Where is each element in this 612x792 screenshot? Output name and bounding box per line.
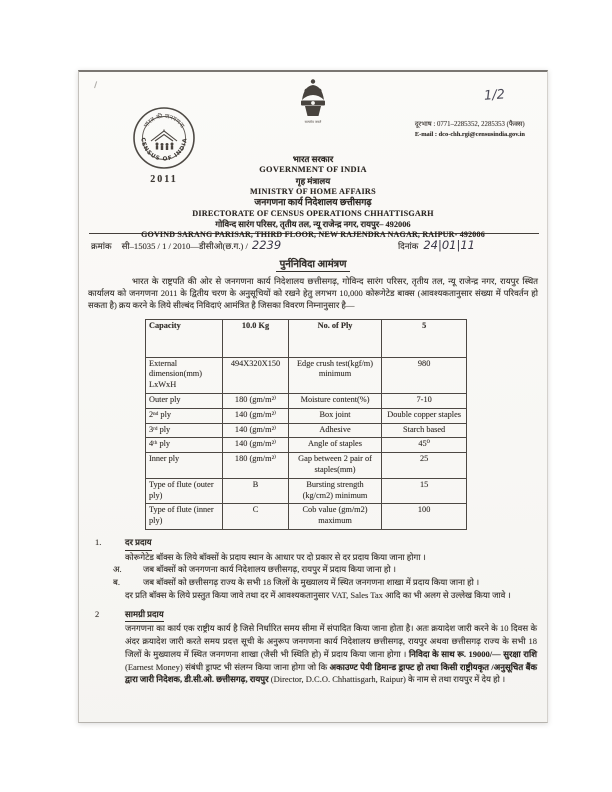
scanned-letter-page — [78, 70, 548, 723]
emblem-motto: सत्यमेव जयते — [304, 120, 322, 124]
reference-number-printed: सी–15035 / 1 / 2010—डीसीओ(छ.ग.) / — [121, 241, 248, 251]
letterhead-line-govt-hindi: भारत सरकार — [292, 154, 334, 164]
section-paragraph — [125, 622, 537, 686]
paragraph-segment: जनगणना का कार्य एक राष्ट्रीय कार्य है जिसे निर्धारित समय सीमा में संपादित किया जाना होता है। अतः क्रयादेश जारी करने के 10 दिवस के अंदर क्रयादेश जारी करते समय प्रदत्त सूची के अनुरूप जनगणना कार्य निदेशालय छत्तीसगढ़, रायपुर अथवा छत्तीसगढ़ राज्य के सभी 18 जिलों के मुख्यालय में स्थित जनगणना शाखा (जैसी भी स्थिति हो) में प्रदाय किया जाना होगा । — [125, 623, 537, 659]
letterhead-line-govt-english: GOVERNMENT OF INDIA — [259, 165, 367, 174]
table-cell: 100 — [382, 504, 467, 530]
table-cell: 980 — [382, 357, 467, 393]
list-item-label: ब. — [113, 577, 120, 588]
list-item-text: जब बॉक्सों को जनगणना कार्य निदेशालय छत्तीसगढ़, रायपुर में प्रदाय किया जाना हो । — [143, 564, 396, 575]
letterhead — [79, 72, 547, 240]
handwritten-page-number: 1/2 — [483, 87, 506, 104]
table-cell: External dimension(mm) LxWxH — [146, 357, 223, 393]
paragraph-segment-bold: अकाउण्ट पेयी डिमान्ड ड्राफ्ट हो तथा किसी राष्ट्रीयकृत /अनुसूचित बैंक द्वारा जारी निदेशक, डी.सी.ओ. छत्तीसगढ़, रायपुर — [125, 661, 537, 685]
table-cell: Angle of staples — [288, 438, 382, 453]
section-paragraph: कोरूगेटेड बॉक्स के लिये बॉक्सों के प्रदाय स्थान के आधार पर दो प्रकार से दर प्रदाय किया जाना होगा । — [125, 551, 426, 562]
section-tail-paragraph: दर प्रति बॉक्स के लिये प्रस्तुत किया जावे तथा दर में आवश्यकतानुसार VAT, Sales Tax आदि का भी अलग से उल्लेख किया जावे । — [125, 589, 511, 600]
letterhead-line-address-english: GOVIND SARANG PARISAR, THIRD FLOOR, NEW RAJENDRA NAGAR, RAIPUR- 492006 — [141, 230, 485, 240]
table-cell: 140 (gm/m²⁾ — [223, 438, 288, 453]
date-label: दिनांक — [397, 241, 419, 251]
table-cell: 4ᵗʰ ply — [146, 438, 223, 453]
table-cell: Double copper staples — [382, 408, 467, 423]
table-cell: 15 — [382, 478, 467, 504]
table-cell: Gap between 2 pair of staples(mm) — [288, 453, 382, 479]
list-item-text: जब बॉक्सों को छत्तीसगढ़ राज्य के सभी 18 जिलों के मुख्यालय में स्थित जनगणना शाखा में प्रदाय किया जाना हो । — [143, 577, 480, 588]
table-row — [146, 319, 467, 357]
census-logo-seal-icon — [131, 105, 197, 171]
table-cell: Starch based — [382, 423, 467, 438]
letterhead-line-directorate-english: DIRECTORATE OF CENSUS OPERATIONS CHHATTISGARH — [192, 209, 434, 219]
paragraph-segment: (Earnest Money) संबंधी ड्राफ्ट भी संलग्न किया जाना होगा जो कि — [125, 661, 330, 672]
svg-text:CENSUS OF INDIA: CENSUS OF INDIA — [139, 137, 189, 163]
table-row — [146, 357, 467, 393]
table-cell: 140 (gm/m²⁾ — [223, 423, 288, 438]
table-cell: 45⁰ — [382, 438, 467, 453]
table-cell: Moisture content(%) — [288, 394, 382, 409]
letterhead-line-ministry-english: MINISTRY OF HOME AFFAIRS — [249, 186, 376, 196]
section-rate-supply — [95, 536, 537, 602]
section-heading: दर प्रदाय — [125, 536, 152, 551]
table-cell: Cob value (gm/m2) maximum — [288, 504, 382, 530]
letterhead-line-directorate-hindi: जनगणना कार्य निदेशालय छत्तीसगढ़ — [254, 197, 372, 208]
table-cell: No. of Ply — [288, 319, 382, 357]
contact-block — [415, 120, 525, 140]
table-cell: Adhesive — [288, 423, 382, 438]
table-cell: 140 (gm/m²⁾ — [223, 408, 288, 423]
table-row — [146, 504, 467, 530]
table-cell: Inner ply — [146, 453, 223, 479]
table-cell: 10.0 Kg — [223, 319, 288, 357]
ashoka-emblem-icon — [293, 78, 333, 135]
paragraph-segment-bold: निविदा के साथ रू. 19000/— सुरक्षा राशि — [408, 648, 537, 659]
table-cell: 5 — [382, 319, 467, 357]
table-cell: 3ʳᵈ ply — [146, 423, 223, 438]
table-cell: Outer ply — [146, 394, 223, 409]
census-logo-year: 2011 — [150, 174, 178, 185]
reference-number-label: क्रमांक — [91, 241, 112, 251]
table-cell: 25 — [382, 453, 467, 479]
letterhead-line-ministry-hindi: गृह मंत्रालय — [295, 175, 331, 186]
box-specification-table — [145, 319, 467, 530]
table-cell: Capacity — [146, 319, 223, 357]
date-handwritten: 24|01|11 — [423, 238, 475, 252]
phone-line: दूरभाष : 0771–2285352, 2285353 (फैक्स) — [414, 121, 525, 128]
table-row — [146, 438, 467, 453]
section-number: 2 — [95, 608, 100, 619]
table-row — [146, 394, 467, 409]
table-cell: 2ⁿᵈ ply — [146, 408, 223, 423]
list-item-b — [113, 576, 537, 589]
census-of-india-logo — [131, 105, 197, 185]
section-material-supply — [95, 608, 537, 687]
list-item-a — [113, 563, 537, 576]
table-row — [146, 478, 467, 504]
table-row — [146, 408, 467, 423]
table-cell: 180 (gm/m²⁾ — [223, 453, 288, 479]
letterhead-line-address-hindi: गोविन्द सारंग परिसर, तृतीय तल, न्यू राजेन्द्र नगर, रायपुर– 492006 — [215, 219, 411, 229]
email-line: E-mail : dco-chh.rgi@censusindia.gov.in — [414, 131, 525, 139]
document-title: पुर्ननिविदा आमंत्रण — [79, 256, 547, 270]
table-cell: B — [223, 478, 288, 504]
table-row — [146, 453, 467, 479]
table-cell: Type of flute (inner ply) — [146, 504, 223, 530]
reference-line — [91, 240, 537, 252]
table-cell: Edge crush test(kgf/m) minimum — [288, 357, 382, 393]
table-cell: 7-10 — [382, 394, 467, 409]
table-cell: Bursting strength (kg/cm2) minimum — [288, 478, 382, 504]
intro-paragraph: भारत के राष्ट्रपति की ओर से जनगणना कार्य निदेशालय छत्तीसगढ़, गोविन्द सारंग परिसर, तृतीय तल, न्यू राजेन्द्र नगर, रायपुर स्थित कार्यालय को जनगणना 2011 के द्वितीय चरण के अनुसूचियों को रखने हेतु लगभग 10,000 कोरूगेटेड बाक्स (आवश्यकतानुसार संख्या में परिवर्तन हो सकता है) क्रय करने के लिये सील्बंद निविदाएं आमंत्रित है जिसका विवरण निम्नानुसार है— — [88, 276, 538, 311]
table-cell: 494X320X150 — [223, 357, 288, 393]
table-cell: Box joint — [288, 408, 382, 423]
table-cell: 180 (gm/m²⁾ — [223, 394, 288, 409]
paragraph-segment: (Director, D.C.O. Chhattisgarh, Raipur) के नाम से तथा रायपुर में देय हो । — [268, 674, 506, 685]
table-cell: Type of flute (outer ply) — [146, 478, 223, 504]
svg-text:भारत की जनगणना: भारत की जनगणना — [142, 112, 186, 130]
table-row — [146, 423, 467, 438]
list-item-label: अ. — [113, 564, 122, 575]
section-heading: सामग्री प्रदाय — [125, 608, 164, 623]
table-cell: C — [223, 504, 288, 530]
section-number: 1. — [95, 536, 102, 547]
reference-number-handwritten: 2239 — [251, 238, 282, 252]
